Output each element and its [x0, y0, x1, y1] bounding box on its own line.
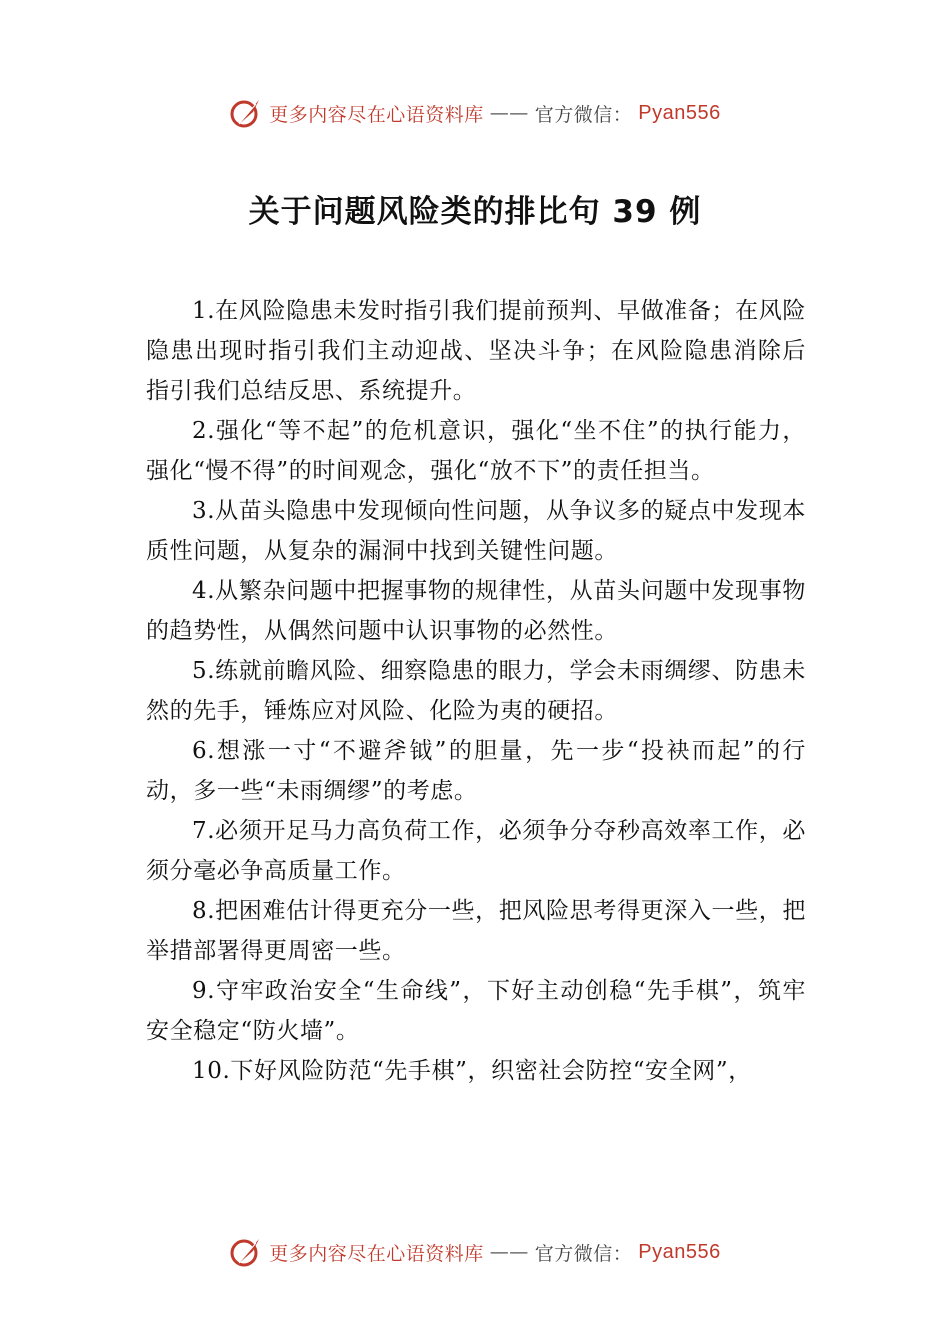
footer-wechat-id: Pyan556 [638, 1240, 721, 1263]
document-body [146, 291, 806, 1091]
footer-wechat-label: 官方微信： [534, 1242, 633, 1265]
paragraph-5: 5.练就前瞻风险、细察隐患的眼力，学会未雨绸缪、防患未然的先手，锤炼应对风险、化险为夷的硬招。 [146, 658, 806, 724]
paragraph-8: 8.把困难估计得更充分一些，把风险思考得更深入一些，把举措部署得更周密一些。 [146, 898, 806, 964]
paragraph-6: 6.想涨一寸“不避斧钺”的胆量，先一步“投袂而起”的行动，多一些“未雨绸缪”的考虑。 [146, 738, 806, 804]
paragraph-10: 10.下好风险防范“先手棋”，织密社会防控“安全网”， [192, 1058, 752, 1084]
header-brand-text: 更多内容尽在心语资料库 [269, 103, 484, 126]
footer-watermark [0, 1235, 950, 1269]
quill-pen-logo-icon [229, 96, 263, 130]
paragraph-4: 4.从繁杂问题中把握事物的规律性，从苗头问题中发现事物的趋势性，从偶然问题中认识事物的必然性。 [146, 578, 806, 644]
footer-brand-text: 更多内容尽在心语资料库 [269, 1242, 484, 1265]
paragraph-1: 1.在风险隐患未发时指引我们提前预判、早做准备；在风险隐患出现时指引我们主动迎战、坚决斗争；在风险隐患消除后指引我们总结反思、系统提升。 [146, 298, 806, 404]
paragraph-3: 3.从苗头隐患中发现倾向性问题，从争议多的疑点中发现本质性问题，从复杂的漏洞中找到关键性问题。 [146, 498, 806, 564]
paragraph-9: 9.守牢政治安全“生命线”，下好主动创稳“先手棋”，筑牢安全稳定“防火墙”。 [146, 978, 806, 1044]
quill-pen-logo-icon [229, 1235, 263, 1269]
paragraph-7: 7.必须开足马力高负荷工作，必须争分夺秒高效率工作，必须分毫必争高质量工作。 [146, 818, 806, 884]
header-separator: —— [489, 102, 529, 124]
header-wechat-id: Pyan556 [638, 101, 721, 124]
footer-separator: —— [489, 1241, 529, 1263]
header-wechat-label: 官方微信： [534, 103, 633, 126]
document-title: 关于问题风险类的排比句 39 例 [248, 194, 702, 230]
header-watermark [0, 96, 950, 130]
paragraph-2: 2.强化“等不起”的危机意识，强化“坐不住”的执行能力，强化“慢不得”的时间观念，强化“放不下”的责任担当。 [146, 418, 806, 484]
